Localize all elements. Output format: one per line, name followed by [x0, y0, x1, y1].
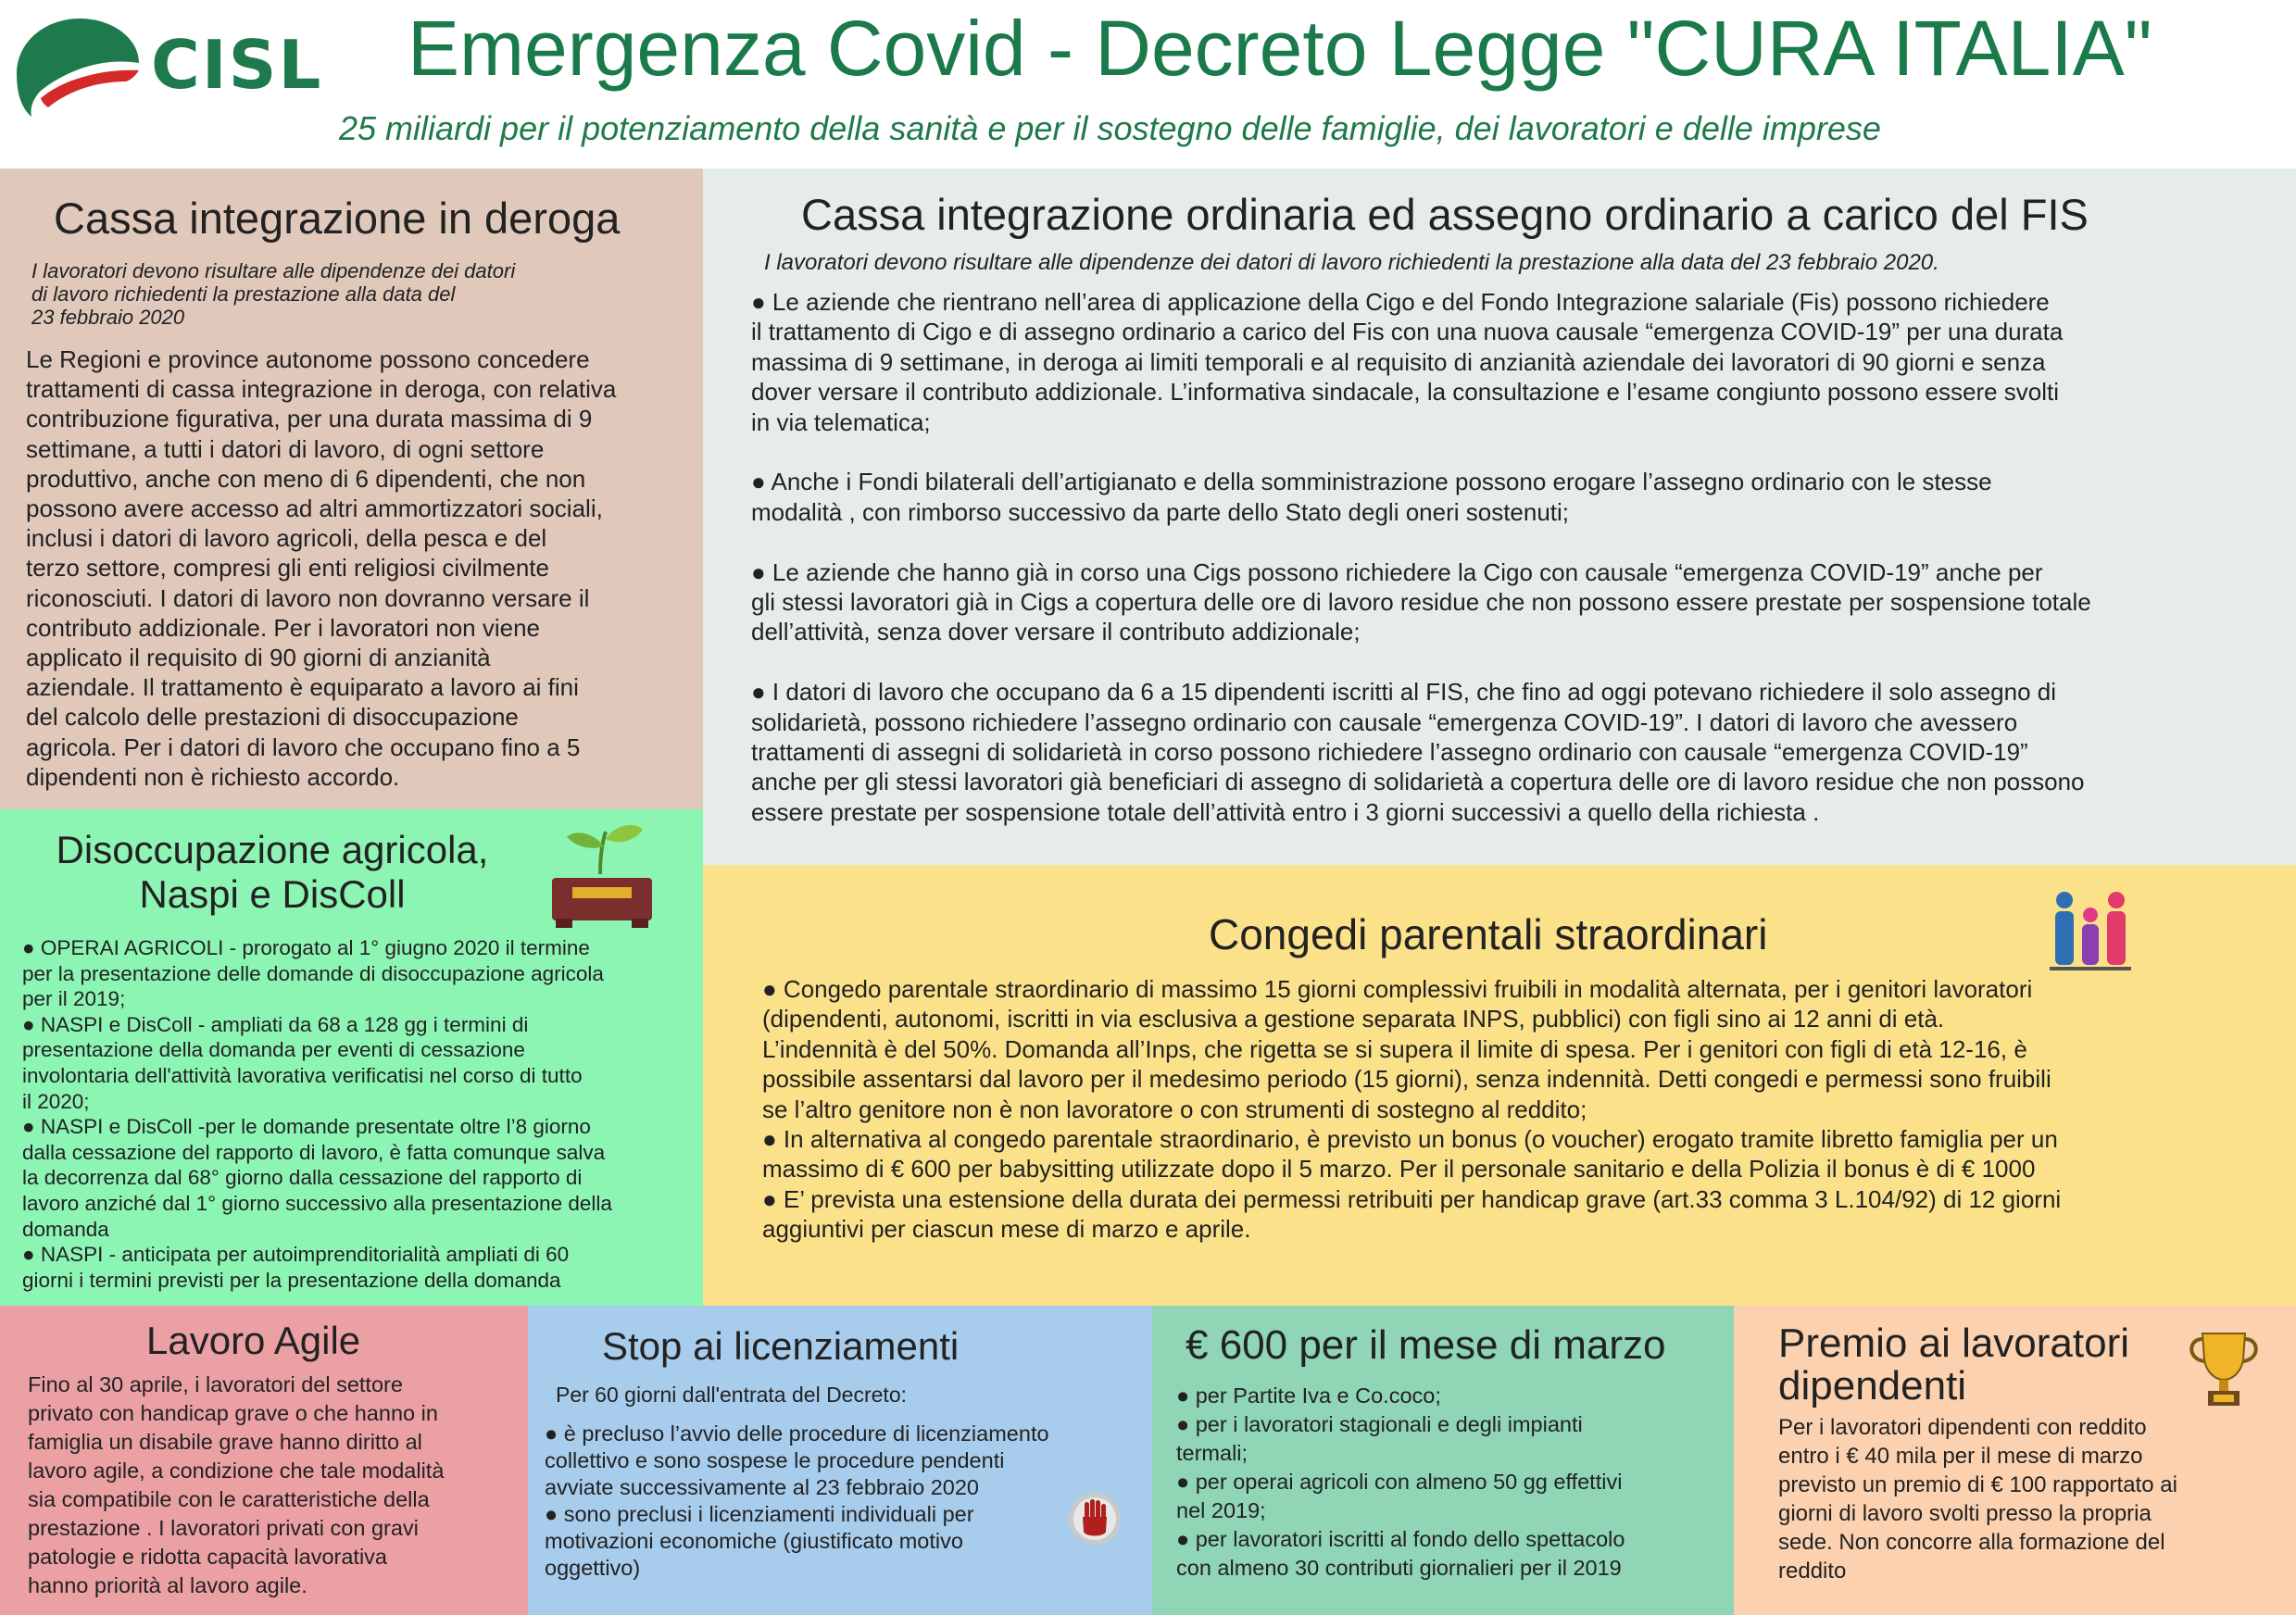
panel-lavoro-agile: [0, 1306, 528, 1615]
body-line: essere prestate per sospensione totale dell’attività entro i 3 giorni successivi a quello della richiesta .: [751, 797, 1820, 826]
body-line: involontaria dell'attività lavorativa verificatisi nel corso di tutto: [22, 1063, 583, 1087]
body-line: hanno priorità al lavoro agile.: [28, 1573, 307, 1597]
body-line: L’indennità è del 50%. Domanda all’Inps, che rigetta se si supera il limite di spesa. Per i genitori con figli di età 12-16, è: [762, 1034, 2027, 1063]
body-line: dover versare il contributo addizionale. L’informativa sindacale, la consultazione e l’esame congiunto possono essere svolti: [751, 378, 2060, 407]
title-line: Premio ai lavoratori: [1778, 1321, 2130, 1366]
body-line: patologie e ridotta capacità lavorativa: [28, 1545, 387, 1569]
body-line: ● per lavoratori iscritti al fondo dello spettacolo: [1176, 1527, 1625, 1551]
body-line: ● Anche i Fondi bilaterali dell’artigianato e della somministrazione possono erogare l’assegno ordinario con le stesse: [751, 468, 1992, 496]
body-line: ● è precluso l’avvio delle procedure di licenziamento: [545, 1421, 1049, 1446]
body-line: agricola. Per i datori di lavoro che occupano fino a 5: [26, 732, 581, 761]
body-line: ● per operai agricoli con almeno 50 gg effettivi: [1176, 1470, 1623, 1494]
panel-disoccupazione: [0, 809, 703, 1306]
body-line: aggiuntivi per ciascun mese di marzo e aprile.: [762, 1215, 1251, 1244]
panel-congedi: [703, 865, 2296, 1306]
body-line: produttivo, anche con meno di 6 dipendenti, che non: [26, 464, 586, 493]
body-line: ● OPERAI AGRICOLI - prorogato al 1° giugno 2020 il termine: [22, 936, 590, 959]
body-line: il trattamento di Cigo e di assegno ordinario a carico del Fis con una nuova causale “emergenza COVID-19” per una durata: [751, 318, 2064, 346]
cisl-logo-icon: [13, 15, 143, 124]
body-line: sede. Non concorre alla formazione del: [1778, 1530, 2165, 1555]
body-line: ● In alternativa al congedo parentale straordinario, è previsto un bonus (o voucher) erogato tramite libretto famiglia per un: [762, 1125, 2058, 1154]
body-line: possono avere accesso ad altri ammortizzatori sociali,: [26, 495, 603, 523]
panel-body: [22, 935, 612, 1293]
body-line: dipendenti non è richiesto accordo.: [26, 762, 400, 791]
panel-cassa-deroga: [0, 169, 703, 809]
body-line: sia compatibile con le caratteristiche della: [28, 1487, 430, 1511]
trophy-icon: [2182, 1328, 2265, 1411]
body-line: ● Le aziende che hanno già in corso una Cigs possono richiedere la Cigo con causale “emergenza COVID-19” anche per: [751, 557, 2043, 586]
body-line: nel 2019;: [1176, 1498, 1266, 1522]
body-line: anche per gli stessi lavoratori già beneficiari di assegno di solidarietà a copertura delle ore di lavoro residue che non possono: [751, 768, 2085, 796]
page-subtitle: 25 miliardi per il potenziamento della sanità e per il sostegno delle famiglie, dei lavoratori e delle imprese: [339, 109, 1881, 147]
panel-body: [545, 1421, 1049, 1582]
title-line: dipendenti: [1778, 1363, 1967, 1408]
body-line: giorni di lavoro svolti presso la propria: [1778, 1501, 2152, 1526]
family-icon: [2044, 880, 2137, 982]
body-line: ● NASPI - anticipata per autoimprenditorialità ampliati di 60: [22, 1243, 570, 1267]
panel-premio-lavoratori: [1734, 1306, 2296, 1615]
panel-body: [26, 344, 616, 792]
body-line: aziendale. Il trattamento è equiparato a lavoro ai fini: [26, 673, 579, 702]
panel-title: [50, 828, 495, 917]
body-line: se l’altro genitore non è non lavoratore o con strumenti di sostegno al reddito;: [762, 1095, 1587, 1123]
header: [0, 0, 2296, 165]
body-line: ● I datori di lavoro che occupano da 6 a 15 dipendenti iscritti al FIS, che fino ad oggi potevano richiedere il solo assegno di: [751, 678, 2057, 707]
body-line: applicato il requisito di 90 giorni di anzianità: [26, 644, 491, 672]
body-line: massima di 9 settimane, in deroga ai limiti temporali e al requisito di anzianità aziendale dei lavoratori di 90 giorni e senza: [751, 347, 2046, 376]
panel-title: Lavoro Agile: [146, 1319, 361, 1362]
panel-body: [762, 974, 2061, 1245]
body-line: domanda: [22, 1217, 109, 1241]
body-line: solidarietà, possono richiedere l’assegno ordinario con causale “emergenza COVID-19”. I datori di lavoro che avessero: [751, 707, 2018, 736]
note-line: I lavoratori devono risultare alle dipendenze dei datori: [31, 259, 516, 282]
body-line: dell’attività, senza dover versare il contributo addizionale;: [751, 618, 1361, 646]
page-title: Emergenza Covid - Decreto Legge "CURA ITALIA": [408, 5, 2152, 92]
panel-title: Stop ai licenziamenti: [602, 1324, 960, 1368]
body-line: collettivo e sono sospese le procedure pendenti: [545, 1448, 1005, 1472]
plant-icon: [546, 819, 658, 930]
panel-title: € 600 per il mese di marzo: [1186, 1322, 1666, 1368]
body-line: reddito: [1778, 1559, 1847, 1584]
body-line: per il 2019;: [22, 987, 126, 1011]
body-line: del calcolo delle prestazioni di disoccupazione: [26, 703, 519, 732]
body-line: trattamenti di assegni di solidarietà in corso possono richiedere l’assegno ordinario con causale “emergenza COVID-19”: [751, 738, 2028, 767]
body-line: avviate successivamente al 23 febbraio 2020: [545, 1475, 979, 1499]
body-line: entro i € 40 mila per il mese di marzo: [1778, 1444, 2143, 1469]
body-line: massimo di € 600 per babysitting utilizzate dopo il 5 marzo. Per il personale sanitario e della Polizia il bonus è di € 1000: [762, 1155, 2036, 1183]
body-line: presentazione della domanda per eventi di cessazione: [22, 1038, 525, 1062]
body-line: la decorrenza dal 68° giorno dalla cessazione del rapporto di: [22, 1166, 583, 1190]
body-line: previsto un premio di € 100 rapportato ai: [1778, 1472, 2177, 1497]
body-line: modalità , con rimborso successivo da parte dello Stato degli oneri sostenuti;: [751, 497, 1570, 526]
body-line: terzo settore, compresi gli enti religiosi civilmente: [26, 554, 549, 582]
body-line: inclusi i datori di lavoro agricoli, della pesca e del: [26, 524, 547, 553]
title-line: Disoccupazione agricola,: [56, 828, 489, 871]
body-line: lavoro anziché dal 1° giorno successivo alla presentazione della: [22, 1191, 612, 1215]
title-line: Naspi e DisColl: [139, 872, 406, 916]
body-line: gli stessi lavoratori già in Cigs a copertura delle ore di lavoro residue che non possono essere prestate per sospensione totale: [751, 588, 2091, 617]
panel-note: I lavoratori devono risultare alle dipendenze dei datori di lavoro richiedenti la prestazione alla data del 23 febbraio 2020.: [764, 250, 1939, 275]
body-line: giorni i termini previsti per la presentazione della domanda: [22, 1268, 561, 1292]
panel-body: [1778, 1413, 2177, 1585]
body-line: ● per i lavoratori stagionali e degli impianti: [1176, 1412, 1583, 1436]
panel-note: [31, 259, 515, 329]
body-line: possibile assentarsi dal lavoro per il medesimo periodo (15 giorni), senza indennità. Detti congedi e permessi sono fruibili: [762, 1065, 2051, 1094]
panel-title: Cassa integrazione ordinaria ed assegno ordinario a carico del FIS: [801, 190, 2089, 239]
stop-hand-icon: [1067, 1491, 1123, 1546]
panel-body: [1176, 1382, 1625, 1583]
panel-title: [1778, 1322, 2129, 1408]
body-line: ● sono preclusi i licenziamenti individuali per: [545, 1502, 974, 1526]
body-line: privato con handicap grave o che hanno in: [28, 1401, 438, 1425]
body-line: Le Regioni e province autonome possono concedere: [26, 345, 590, 373]
note-line: di lavoro richiedenti la prestazione alla data del: [31, 282, 456, 306]
panel-cigo-fis: [703, 169, 2296, 865]
body-line: Per i lavoratori dipendenti con reddito: [1778, 1415, 2147, 1440]
body-line: ● E’ prevista una estensione della durata dei permessi retribuiti per handicap grave (art.33 comma 3 L.104/92) di 12 giorni: [762, 1184, 2062, 1213]
panel-body: [28, 1371, 444, 1600]
body-line: settimane, a tutti i datori di lavoro, di ogni settore: [26, 434, 545, 463]
body-line: contributo addizionale. Per i lavoratori non viene: [26, 613, 541, 642]
body-line: dalla cessazione del rapporto di lavoro, è fatta comunque salva: [22, 1140, 606, 1164]
body-line: ● Le aziende che rientrano nell’area di applicazione della Cigo e del Fondo Integrazione salariale (Fis) possono richiedere: [751, 288, 2050, 316]
body-line: Fino al 30 aprile, i lavoratori del settore: [28, 1372, 403, 1396]
body-line: oggettivo): [545, 1556, 641, 1580]
panel-title: Cassa integrazione in deroga: [54, 194, 621, 243]
body-line: ● Congedo parentale straordinario di massimo 15 giorni complessivi fruibili in modalità alternata, per i genitori lavoratori: [762, 975, 2033, 1003]
panel-body: [751, 287, 2091, 827]
panel-title: Congedi parentali straordinari: [1209, 910, 1768, 958]
panel-stop-licenziamenti: [528, 1306, 1152, 1615]
body-line: prestazione . I lavoratori privati con gravi: [28, 1516, 419, 1540]
cisl-logo-text: CISL: [151, 26, 323, 104]
body-line: il 2020;: [22, 1089, 90, 1113]
body-line: contribuzione figurativa, per una durata massima di 9: [26, 405, 593, 433]
body-line: famiglia un disabile grave hanno diritto al: [28, 1430, 422, 1454]
note-line: 23 febbraio 2020: [31, 306, 185, 329]
body-line: in via telematica;: [751, 407, 931, 436]
body-line: (dipendenti, autonomi, iscritti in via esclusiva a gestione separata INPS, pubblici) con figli sino ai 12 anni di età.: [762, 1005, 1945, 1033]
body-line: riconosciuti. I datori di lavoro non dovranno versare il: [26, 583, 590, 612]
body-line: motivazioni economiche (giustificato motivo: [545, 1529, 963, 1553]
body-line: ● NASPI e DisColl - ampliati da 68 a 128 gg i termini di: [22, 1012, 529, 1036]
body-line: trattamenti di cassa integrazione in deroga, con relativa: [26, 375, 617, 404]
body-line: termali;: [1176, 1441, 1248, 1465]
body-line: ● per Partite Iva e Co.coco;: [1176, 1383, 1441, 1408]
body-line: con almeno 30 contributi giornalieri per il 2019: [1176, 1556, 1622, 1580]
body-line: per la presentazione delle domande di disoccupazione agricola: [22, 961, 604, 985]
body-line: ● NASPI e DisColl -per le domande presentate oltre l’8 giorno: [22, 1115, 591, 1139]
panel-intro: Per 60 giorni dall'entrata del Decreto:: [556, 1383, 907, 1407]
panel-600-marzo: [1152, 1306, 1734, 1615]
body-line: lavoro agile, a condizione che tale modalità: [28, 1459, 445, 1483]
